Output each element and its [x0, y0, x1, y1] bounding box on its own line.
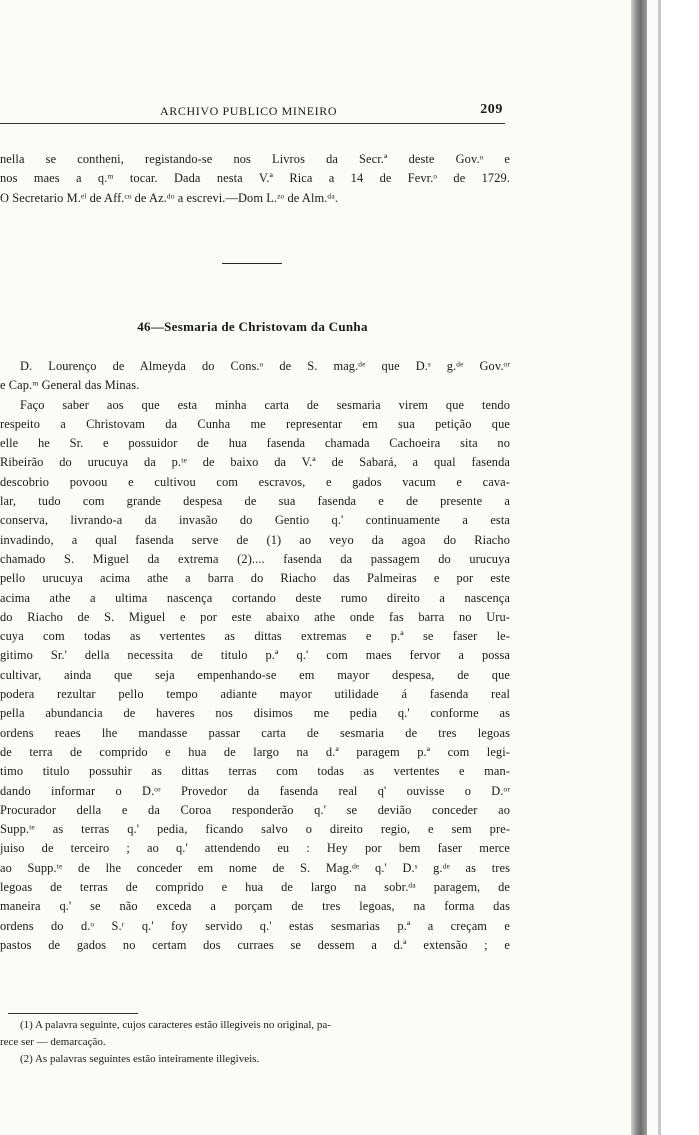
text-line: chamado S. Miguel da extrema (2).... fasenda da passagem do urucuya — [0, 551, 510, 566]
text-line: Ribeirão do urucuya da p.ᵗᵉ de baixo da V.ª de Sabará, a qual fasenda — [0, 455, 510, 470]
section-title: 46—Sesmaria de Christovam da Cunha — [137, 319, 368, 334]
text-line: legoas de terras de comprido e hua de largo na sobr.ᵈᵃ paragem, de — [0, 880, 510, 895]
text-line: D. Lourenço de Almeyda do Cons.ᵒ de S. mag.ᵈᵉ que D.ˢ g.ᵈᵉ Gov.ᵒʳ — [20, 359, 510, 373]
text-line: respeito a Christovam da Cunha me representar em sua petição que — [0, 416, 510, 431]
text-line: cultivar, ainda que seja empenhando-se em mayor despesa, de que — [0, 667, 510, 682]
section-separator — [222, 263, 282, 264]
running-header — [0, 102, 505, 124]
text-line: ordens reaes lhe mandasse passar carta de sesmaria de tres legoas — [0, 725, 510, 740]
text-line: juiso de terceiro ; ao q.' attendendo eu : Hey por bem faser merce — [0, 841, 510, 856]
text-line: pello urucuya acima athe a barra do Riacho das Palmeiras e por este — [0, 571, 510, 586]
text-line: de terra de comprido e hua de largo na d.ª paragem p.ª com legi- — [0, 744, 510, 759]
page-number: 209 — [480, 102, 503, 117]
footnote-line: (1) A palavra seguinte, cujos caracteres estão illegiveis no original, pa- — [20, 1019, 331, 1031]
text-line: Procurador della e da Coroa responderão q.' se devião conceder ao — [0, 802, 510, 817]
text-line: e Cap.ᵐ General das Minas. — [0, 378, 140, 393]
text-line: ao Supp.ᵗᵉ de lhe conceder em nome de S. Mag.ᵈᵉ q.' D.ˢ g.ᵈᵉ as tres — [0, 860, 510, 875]
binding-shadow — [631, 0, 647, 1135]
text-line: nos maes a q.ᵐ tocar. Dada nesta V.ª Rica a 14 de Fevr.ᵒ de 1729. — [0, 171, 510, 186]
text-line: ordens do d.ᵒ S.ʳ q.' foy servido q.' estas sesmarias p.ª a creçam e — [0, 918, 510, 933]
text-line: conserva, livrando-a da invasão do Gentio q.' continuamente a esta — [0, 513, 510, 528]
text-line: do Riacho de S. Miguel e por este abaixo athe onde fas barra no Uru- — [0, 609, 510, 624]
outer-margin — [661, 0, 699, 1135]
footnote-rule — [8, 1013, 138, 1014]
sesmaria-body — [0, 357, 510, 955]
text-line: nella se contheni, registando-se nos Livros da Secr.ª deste Gov.ᵒ e — [0, 152, 510, 166]
text-line: gitimo Sr.' della necessita de titulo p.ª q.' com maes fervor a possa — [0, 648, 510, 663]
text-line: descobrio povoou e cultivou com escravos, e gados vacum e cava- — [0, 474, 510, 489]
text-line: cuya com todas as vertentes as dittas extremas e p.ª se faser le- — [0, 629, 510, 644]
text-line: Supp.ᵗᵉ as terras q.' pedia, ficando salvo o direito regio, e sem pre- — [0, 822, 510, 837]
text-line: lar, tudo com grande despesa de sua fasenda e de presente a — [0, 494, 510, 509]
continuation-paragraph — [0, 150, 510, 208]
text-line: pella abundancia de haveres nos disimos me pedia q.' conforme as — [0, 706, 510, 721]
text-line: dando informar o D.ᵒʳ Provedor da fasenda real q' ouvisse o D.ᵒʳ — [0, 783, 510, 798]
text-line: Faço saber aos que esta minha carta de sesmaria virem que tendo — [20, 397, 510, 412]
text-line: invadindo, a qual fasenda serve de (1) ao veyo da agoa do Riacho — [0, 532, 510, 547]
text-line: acima athe a ultima nascença cortando deste rumo direito a nascença — [0, 590, 510, 605]
header-title: ARCHIVO PUBLICO MINEIRO — [160, 104, 338, 118]
text-line: O Secretario M.ᵉˡ de Aff.ᶜᵒ de Az.ᵈᵒ a escrevi.—Dom L.ᶻᵒ de Alm.ᵈᵃ. — [0, 190, 339, 205]
footnote-line: (2) As palavras seguintes estão inteiramente illegiveis. — [20, 1053, 260, 1065]
text-line: elle he Sr. e possuidor de hua fasenda chamada Cachoeira sita no — [0, 436, 510, 451]
text-line: timo titulo possuhir as dittas terras com todas as vertentes e man- — [0, 764, 510, 779]
header-rule — [0, 123, 505, 124]
footnotes — [0, 1017, 510, 1068]
footnote-line: rece ser — demarcação. — [0, 1036, 106, 1048]
text-line: maneira q.' se não exceda a porçam de tres legoas, na forma das — [0, 899, 510, 914]
text-line: pastos de gados no certam dos curraes se dessem a d.ª extensão ; e — [0, 937, 510, 952]
text-line: podera rezultar pello tempo adiante mayor utilidade á fasenda real — [0, 687, 510, 702]
